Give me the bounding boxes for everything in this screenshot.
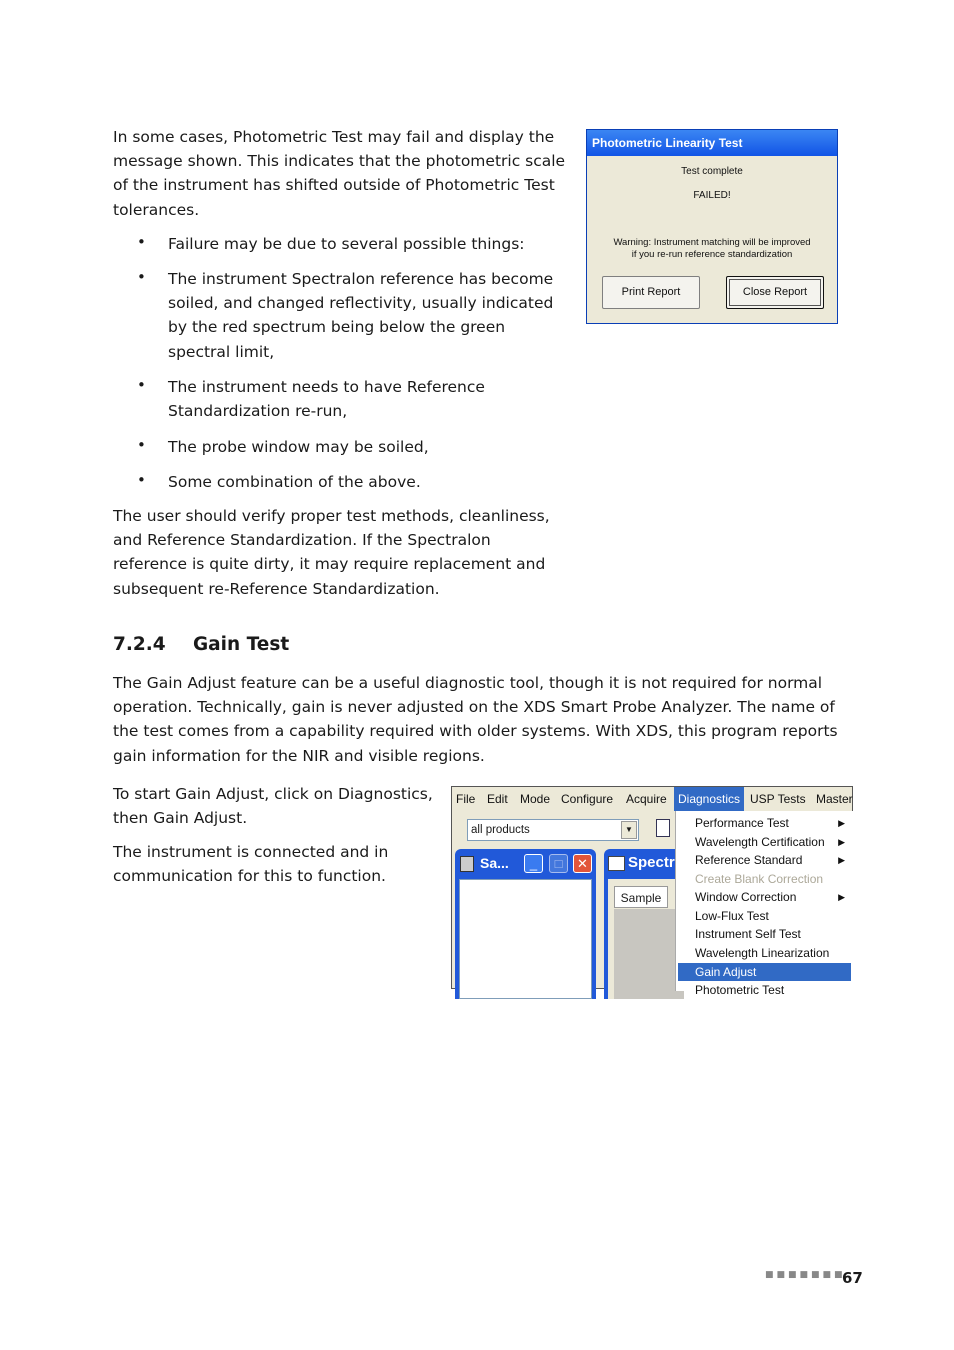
menu-item-photometric-test[interactable] bbox=[678, 981, 851, 999]
menu-item-label: Reference Standard bbox=[695, 853, 803, 867]
menu-item-label: Wavelength Certification bbox=[695, 835, 825, 849]
dialog-status: Test complete bbox=[681, 166, 743, 177]
submenu-arrow-icon: ▶ bbox=[838, 837, 845, 847]
maximize-icon[interactable]: □ bbox=[549, 854, 568, 873]
menu-item-label: Instrument Self Test bbox=[695, 927, 801, 941]
dialog-warning-2: if you re-run reference standardization bbox=[631, 249, 793, 260]
close-icon[interactable]: ✕ bbox=[573, 854, 592, 873]
plot-area bbox=[614, 909, 684, 999]
window-icon bbox=[460, 856, 474, 872]
menu-item-label: Performance Test bbox=[695, 816, 789, 830]
photometric-dialog-screenshot bbox=[586, 129, 838, 324]
bullet-icon: • bbox=[137, 268, 146, 286]
bullet-item: The instrument needs to have Reference Standardization re-run, bbox=[168, 378, 485, 421]
menu-file[interactable]: File bbox=[456, 792, 476, 806]
menu-item-wavelength-certification[interactable] bbox=[678, 833, 851, 851]
menu-mode[interactable]: Mode bbox=[520, 792, 551, 806]
menu-item-label: Create Blank Correction bbox=[695, 872, 824, 886]
start-instructions: To start Gain Adjust, click on Diagnostics, then Gain Adjust. bbox=[113, 785, 433, 828]
dialog-result: FAILED! bbox=[693, 190, 731, 201]
menu-item-label: Photometric Test bbox=[695, 983, 785, 997]
page-number: 67 bbox=[842, 1269, 863, 1287]
spectrum-window-titlebar bbox=[604, 849, 684, 877]
bullet-item: The instrument Spectralon reference has become soiled, and changed reflectivity, usually indicated by the red spectrum being below the green spectral limit, bbox=[168, 270, 554, 361]
menu-item-label: Low-Flux Test bbox=[695, 909, 769, 923]
dialog-title: Photometric Linearity Test bbox=[587, 130, 837, 156]
sample-window-title: Sa... bbox=[480, 855, 509, 871]
sample-window-body bbox=[459, 879, 592, 999]
menu-item-instrument-self-test[interactable] bbox=[678, 925, 851, 943]
print-report-button[interactable]: Print Report bbox=[602, 276, 700, 309]
menu-diagnostics[interactable]: Diagnostics bbox=[674, 787, 744, 811]
menu-item-window-correction[interactable] bbox=[678, 888, 851, 906]
combo-value: all products bbox=[471, 824, 530, 836]
menu-configure[interactable]: Configure bbox=[561, 792, 614, 806]
menu-acquire[interactable]: Acquire bbox=[626, 792, 667, 806]
spectrum-window-body bbox=[608, 879, 684, 999]
submenu-arrow-icon: ▶ bbox=[838, 855, 845, 865]
gain-paragraph: The Gain Adjust feature can be a useful diagnostic tool, though it is not required for normal operation. Technically, gain is never adjusted on the XDS Smart Probe Analyzer. The name of the test comes from a capability required with older systems. With XDS, this program reports gain information for the NIR and visible regions. bbox=[113, 674, 838, 765]
verify-paragraph: The user should verify proper test methods, cleanliness, and Reference Standardization. If the Spectralon reference is quite dirty, it may require replacement and subsequent re-Reference Standardization. bbox=[113, 507, 550, 598]
menu-bar bbox=[452, 787, 852, 811]
menu-item-wavelength-linearization[interactable] bbox=[678, 944, 851, 962]
menu-item-reference-standard[interactable] bbox=[678, 851, 851, 869]
submenu-arrow-icon: ▶ bbox=[838, 818, 845, 828]
menu-edit[interactable]: Edit bbox=[487, 792, 508, 806]
minimize-icon[interactable]: _ bbox=[524, 854, 543, 873]
spectrum-window bbox=[604, 849, 684, 999]
footer-dots: ■■■■■■■ bbox=[765, 1270, 846, 1280]
menu-item-performance-test[interactable] bbox=[678, 814, 851, 832]
dialog-warning-1: Warning: Instrument matching will be improved bbox=[613, 237, 811, 248]
intro-paragraph: In some cases, Photometric Test may fail and display the message shown. This indicates that the photometric scale of the instrument has shifted outside of Photometric Test tolerances. bbox=[113, 128, 566, 219]
new-document-icon[interactable] bbox=[656, 819, 670, 837]
product-combo[interactable] bbox=[467, 819, 639, 841]
connection-note: The instrument is connected and in communication for this to function. bbox=[113, 843, 389, 886]
menu-item-low-flux-test[interactable] bbox=[678, 907, 851, 925]
menu-item-label: Window Correction bbox=[695, 890, 797, 904]
section-number: 7.2.4 bbox=[113, 634, 166, 655]
menu-item-label: Gain Adjust bbox=[695, 965, 757, 979]
bullet-item: Failure may be due to several possible things: bbox=[168, 235, 525, 253]
submenu-arrow-icon: ▶ bbox=[838, 892, 845, 902]
menu-item-gain-adjust[interactable] bbox=[678, 963, 851, 981]
section-title: Gain Test bbox=[193, 634, 290, 655]
bullet-icon: • bbox=[137, 376, 146, 394]
close-report-button[interactable]: Close Report bbox=[726, 276, 824, 309]
bullet-icon: • bbox=[137, 233, 146, 251]
menu-usp-tests[interactable]: USP Tests bbox=[750, 792, 806, 806]
bullet-item: Some combination of the above. bbox=[168, 473, 421, 491]
menu-item-label: Wavelength Linearization bbox=[695, 946, 830, 960]
bullet-icon: • bbox=[137, 471, 146, 489]
menu-master[interactable]: Master bbox=[816, 792, 853, 806]
tab-sample[interactable]: Sample bbox=[614, 886, 668, 908]
section-heading bbox=[113, 634, 289, 655]
spectrum-window-title: Spectr bbox=[628, 854, 675, 871]
chevron-down-icon[interactable]: ▼ bbox=[621, 821, 637, 839]
sample-window bbox=[455, 849, 596, 999]
bullet-icon: • bbox=[137, 436, 146, 454]
diagnostics-dropdown bbox=[675, 811, 853, 997]
menu-item-create-blank-correction bbox=[678, 870, 851, 888]
bullet-item: The probe window may be soiled, bbox=[168, 438, 429, 456]
diagnostics-menu-screenshot bbox=[451, 786, 853, 997]
chart-icon bbox=[608, 856, 625, 871]
